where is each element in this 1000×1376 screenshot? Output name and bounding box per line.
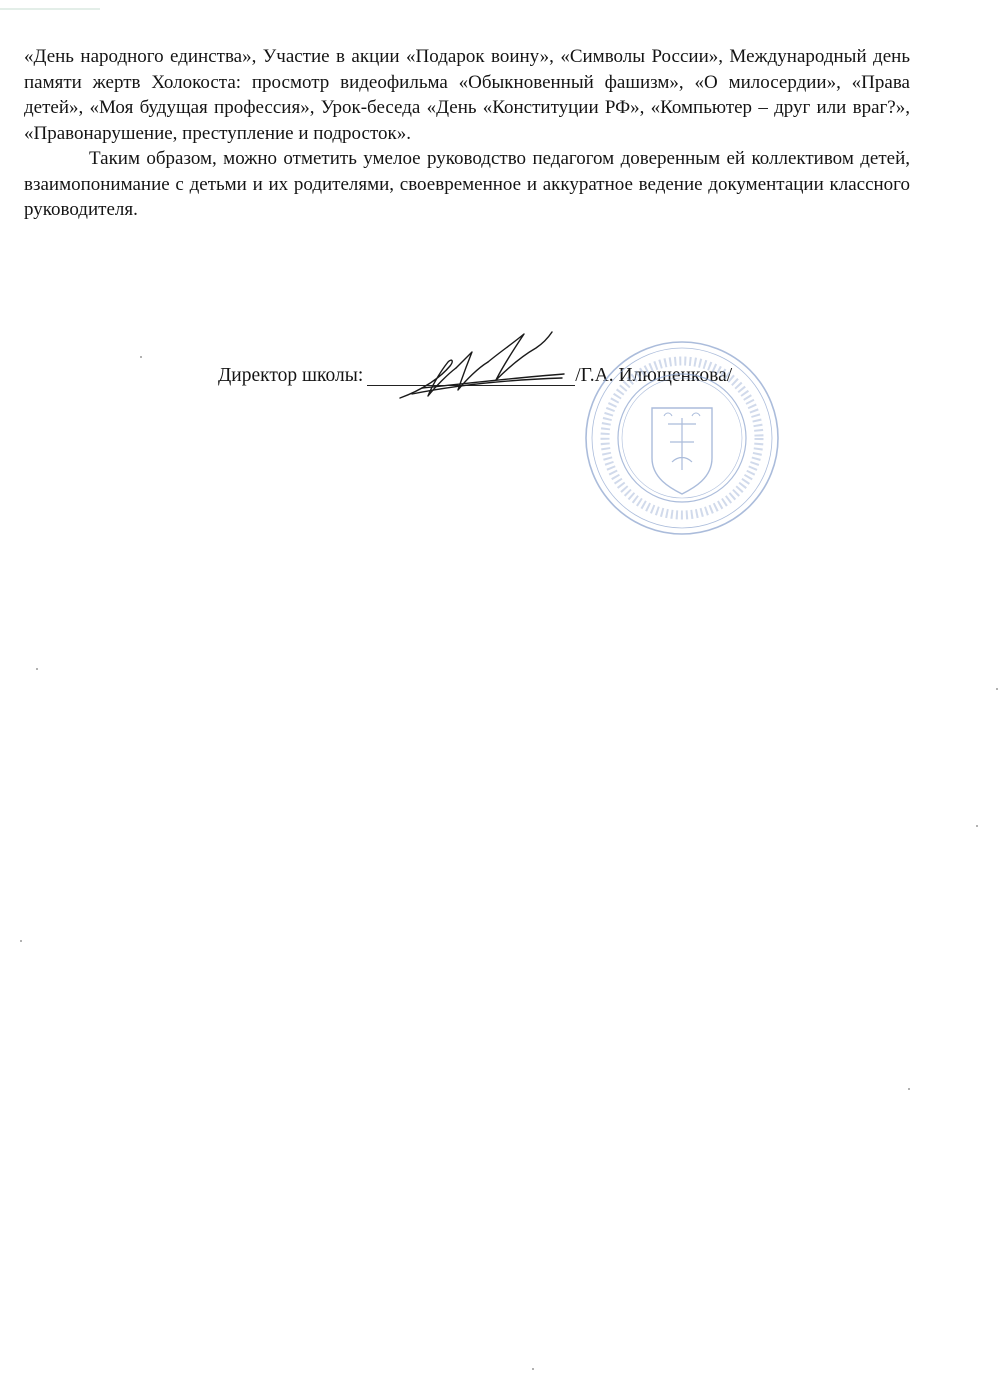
scan-speck [20,940,22,942]
scan-speck [996,688,998,690]
scan-speck [908,1088,910,1090]
paragraph-events-list: «День народного единства», Участие в акции «Подарок воину», «Символы России», Международный день памяти жертв Холокоста: просмотр видеофильма «Обыкновенный фашизм», «О милосердии», «Права детей», «Моя будущая профессия», Урок-беседа «День «Конституции РФ», «Компьютер – друг или враг?», «Правонарушение, преступление и подросток». [24,46,910,144]
scan-speck [976,825,978,827]
handwritten-signature-icon [392,328,567,408]
document-body [24,44,910,223]
official-seal-icon [582,338,782,538]
director-name: /Г.А. Илющенкова/ [575,365,733,386]
scan-speck [140,356,142,358]
scan-speck [532,1368,534,1370]
director-label: Директор школы: [218,365,364,386]
paragraph-conclusion: Таким образом, можно отметить умелое руководство педагогом доверенным ей коллективом детей, взаимопонимание с детьми и их родителями, своевременное и аккуратное ведение документации классного руководителя. [24,148,910,220]
scan-edge-mark [0,8,100,10]
scan-speck [36,668,38,670]
